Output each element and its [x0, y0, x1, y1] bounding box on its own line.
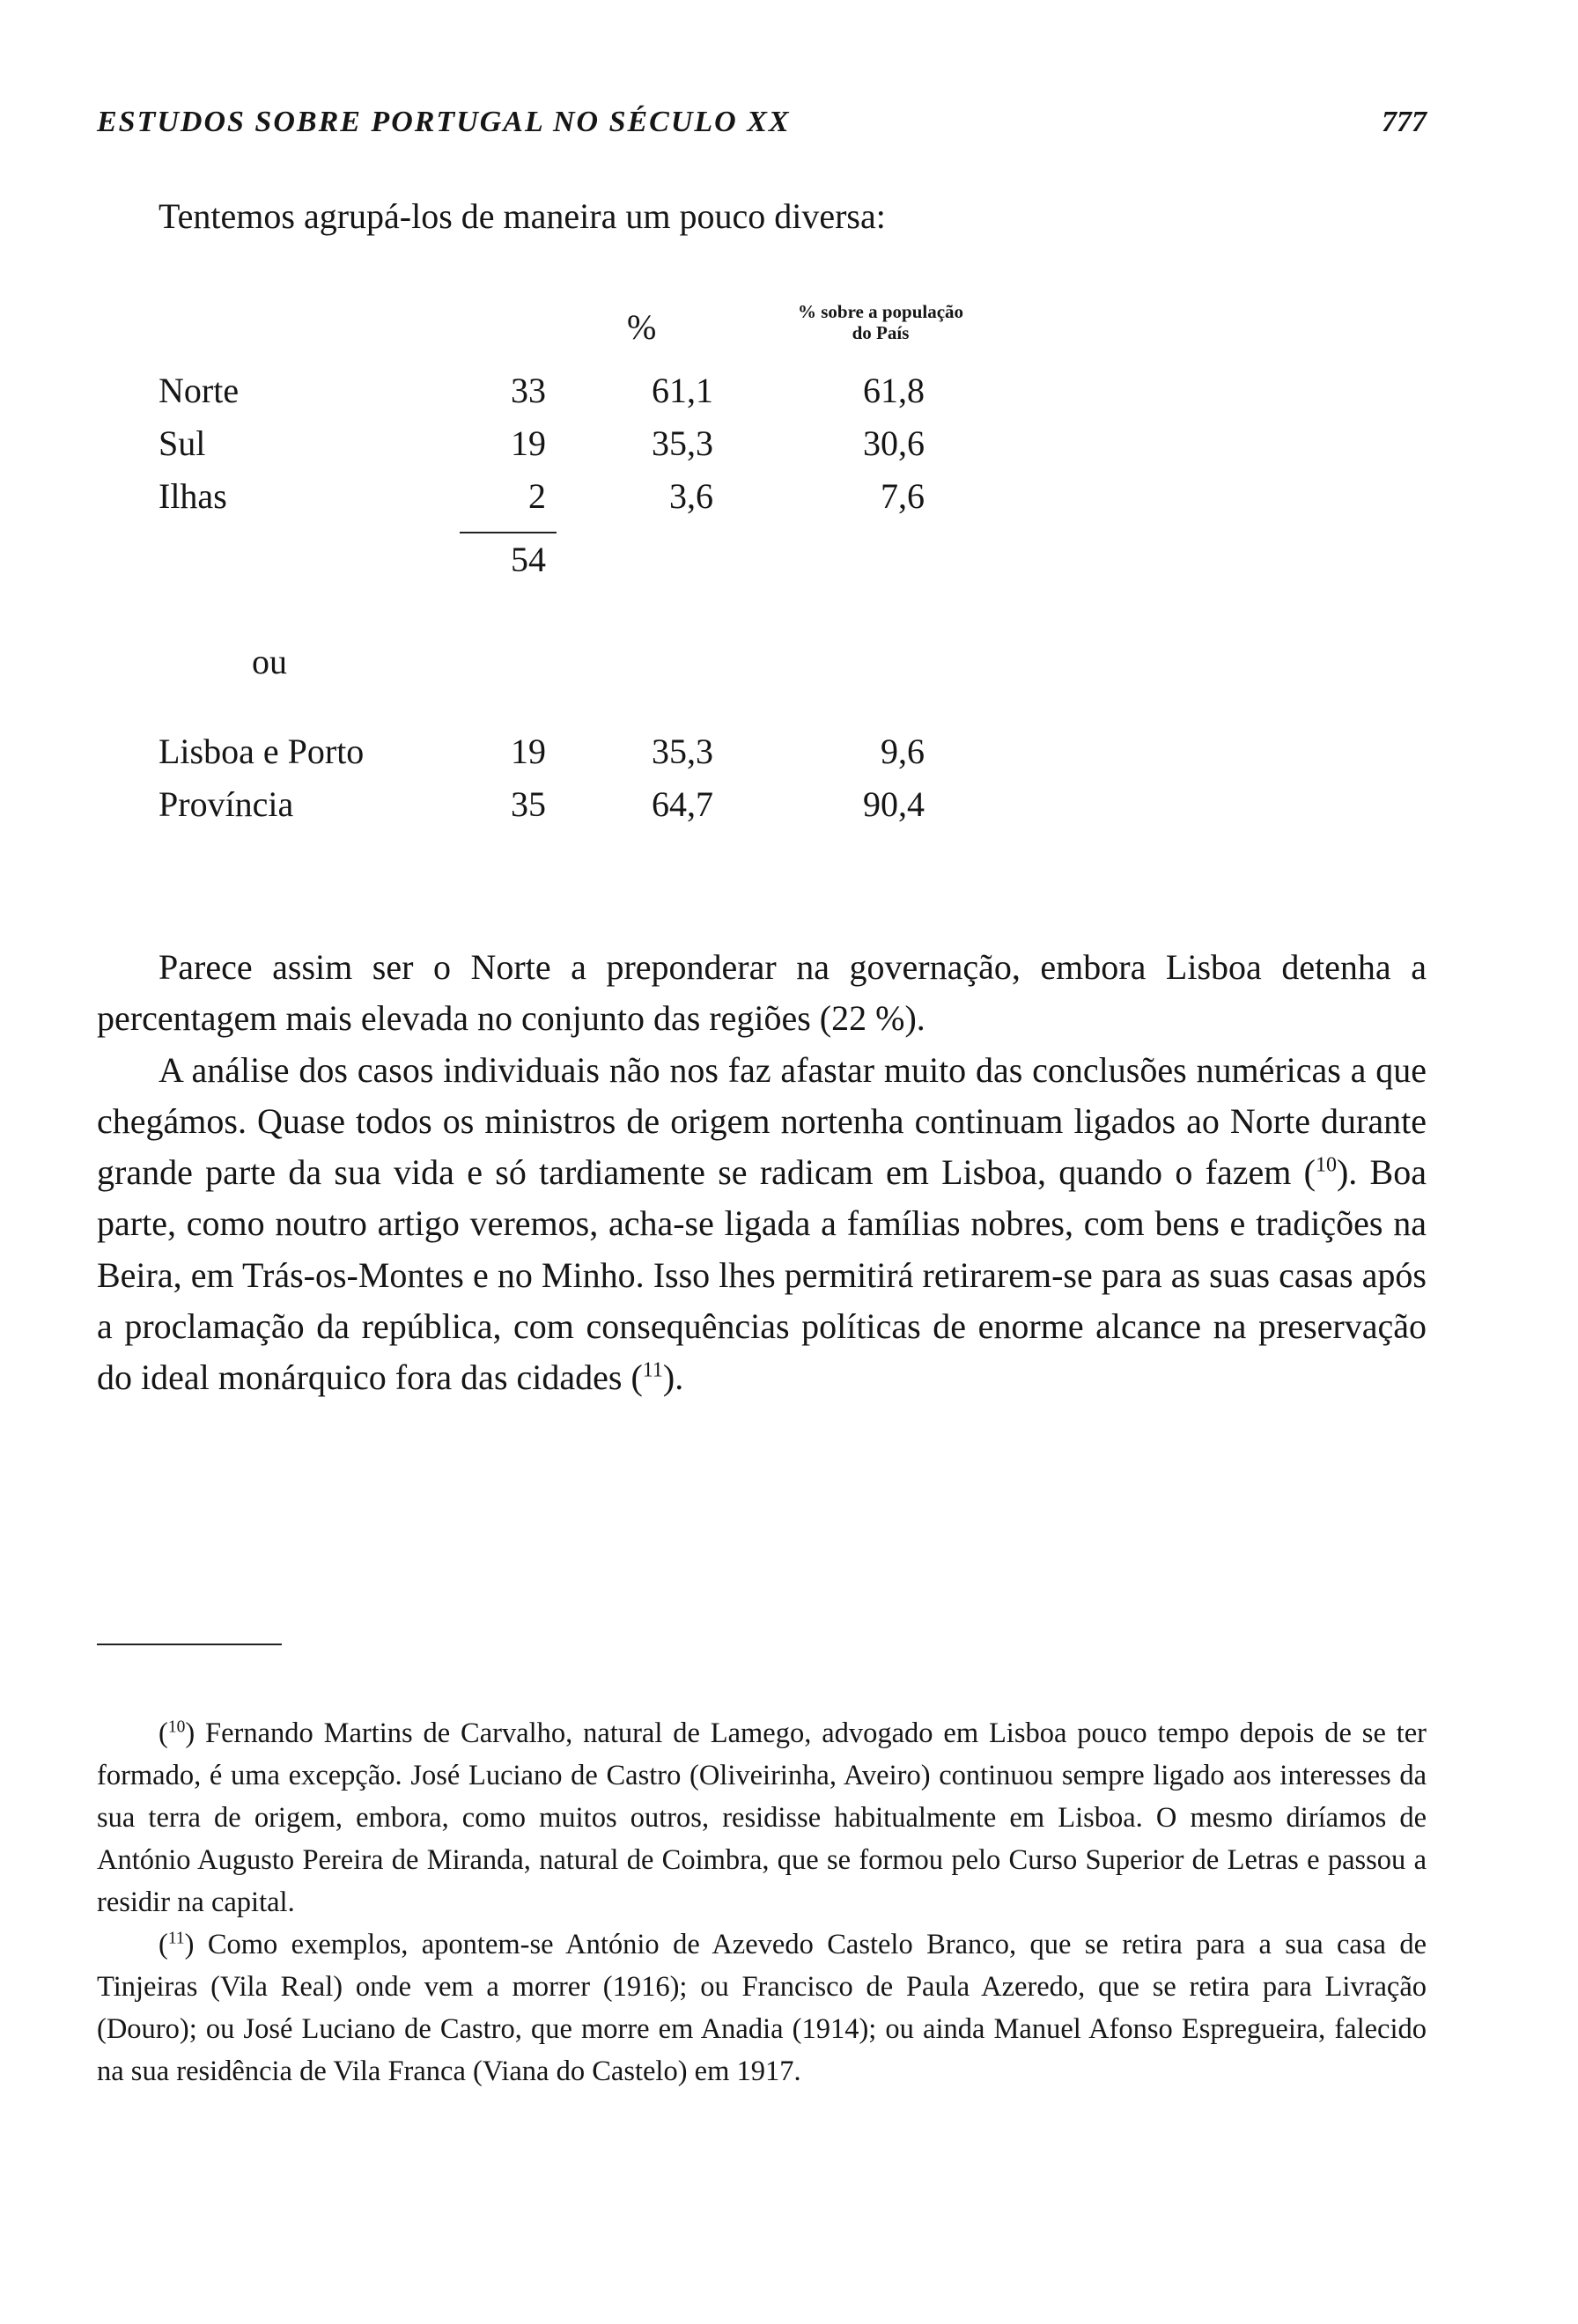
body-paragraph-1: Parece assim ser o Norte a preponderar na governação, embora Lisboa detenha a percentagem mais elevada no conjunto das regiões (22 %).: [97, 947, 1427, 1039]
intro-sentence: Tentemos agrupá-los de maneira um pouco diversa:: [159, 196, 886, 236]
footnote: ($^{10}$) Fernando Martins de Carvalho, natural de Lamego, advogado em Lisboa pouco tempo depois de se ter formado, é uma excepção. José Luciano de Castro (Oliveirinha, Aveiro) continuou sempre ligado aos interesses da sua terra de origem, embora, como muitos outros, residisse habitualmente em Lisboa. O mesmo diríamos de António Augusto Pereira de Miranda, natural de Coimbra, que se formou pelo Curso Superior de Letras e passou a residir na capital.: [97, 1717, 1427, 1918]
body-paragraph-2-part-b: ). Boa parte, como noutro artigo veremos, acha-se ligada a famílias nobres, com bens e tradições na Beira, em Trás-os-Montes e no Minho. Isso lhes permitirá retirarem-se para as suas casas após a proclamação da república, com consequências políticas de enorme alcance na preservação do ideal monárquico fora das cidades (: [97, 1152, 1427, 1398]
row-pop: 61,8: [863, 371, 925, 410]
or-label: ou: [252, 642, 287, 681]
row-pct: 61,1: [652, 371, 713, 410]
row-pop: 30,6: [863, 423, 925, 463]
row-label: Ilhas: [159, 476, 227, 516]
body-text: [97, 942, 1427, 1404]
page-header: [97, 106, 1427, 150]
row-label: Província: [159, 784, 294, 824]
page-number: 777: [1382, 106, 1427, 138]
row-pop: 9,6: [881, 732, 925, 771]
sum-rule: [460, 532, 557, 533]
row-pop: 90,4: [863, 784, 925, 824]
footnote-marker: 11: [167, 1929, 185, 1948]
footnote-reference[interactable]: 10: [1315, 1153, 1337, 1177]
row-pct: 3,6: [669, 476, 713, 516]
table-row: [0, 370, 1578, 414]
table-row: [0, 783, 1578, 827]
row-pct: 64,7: [652, 784, 713, 824]
column-header-pct: %: [627, 307, 657, 347]
row-label: Lisboa e Porto: [159, 732, 365, 771]
table-row: [0, 731, 1578, 775]
column-header-population-line2: do País: [852, 322, 910, 343]
row-label: Sul: [159, 423, 206, 463]
footnote-text: Como exemplos, apontem-se António de Azevedo Castelo Branco, que se retira para a sua casa de Tinjeiras (Vila Real) onde vem a morrer (1916); ou Francisco de Paula Azeredo, que se retira para Livração (Douro); ou José Luciano de Castro, que morre em Anadia (1914); ou ainda Manuel Afonso Espregueira, falecido na sua residência de Vila Franca (Viana do Castelo) em 1917.: [97, 1929, 1427, 2087]
footnote-text: Fernando Martins de Carvalho, natural de Lamego, advogado em Lisboa pouco tempo depois de se ter formado, é uma excepção. José Luciano de Castro (Oliveirinha, Aveiro) continuou sempre ligado aos interesses da sua terra de origem, embora, como muitos outros, residisse habitualmente em Lisboa. O mesmo diríamos de António Augusto Pereira de Miranda, natural de Coimbra, que se formou pelo Curso Superior de Letras e passou a residir na capital.: [97, 1717, 1427, 1918]
footnote-reference[interactable]: 11: [642, 1358, 663, 1382]
row-count: 19: [511, 423, 546, 463]
body-paragraph-2-part-a: A análise dos casos individuais não nos faz afastar muito das conclusões numéricas a que chegámos. Quase todos os ministros de origem nortenha continuam ligados ao Norte durante grande parte da sua vida e só tardiamente se radicam em Lisboa, quando o fazem (: [97, 1049, 1427, 1193]
body-paragraph-2-part-c: ).: [662, 1357, 684, 1398]
column-header-population: [740, 301, 1021, 343]
table-row: [0, 475, 1578, 519]
footnote-marker: 10: [167, 1717, 186, 1737]
body-paragraph-2: [97, 1045, 1427, 1404]
table-total: 54: [511, 540, 546, 579]
row-count: 2: [528, 476, 546, 516]
column-header-population-line1: % sobre a população: [797, 301, 964, 322]
row-count: 19: [511, 732, 546, 771]
footnote: ($^{11}$) Como exemplos, apontem-se António de Azevedo Castelo Branco, que se retira para a sua casa de Tinjeiras (Vila Real) onde vem a morrer (1916); ou Francisco de Paula Azeredo, que se retira para Livração (Douro); ou José Luciano de Castro, que morre em Anadia (1914); ou ainda Manuel Afonso Espregueira, falecido na sua residência de Vila Franca (Viana do Castelo) em 1917.: [97, 1929, 1427, 2087]
table-row: [0, 423, 1578, 467]
row-pop: 7,6: [881, 476, 925, 516]
row-label: Norte: [159, 371, 240, 410]
running-head: ESTUDOS SOBRE PORTUGAL NO SÉCULO XX: [97, 106, 791, 138]
row-pct: 35,3: [652, 732, 713, 771]
row-count: 33: [511, 371, 546, 410]
footnote-separator: [97, 1644, 282, 1645]
row-pct: 35,3: [652, 423, 713, 463]
footnotes: [97, 1712, 1427, 2092]
row-count: 35: [511, 784, 546, 824]
